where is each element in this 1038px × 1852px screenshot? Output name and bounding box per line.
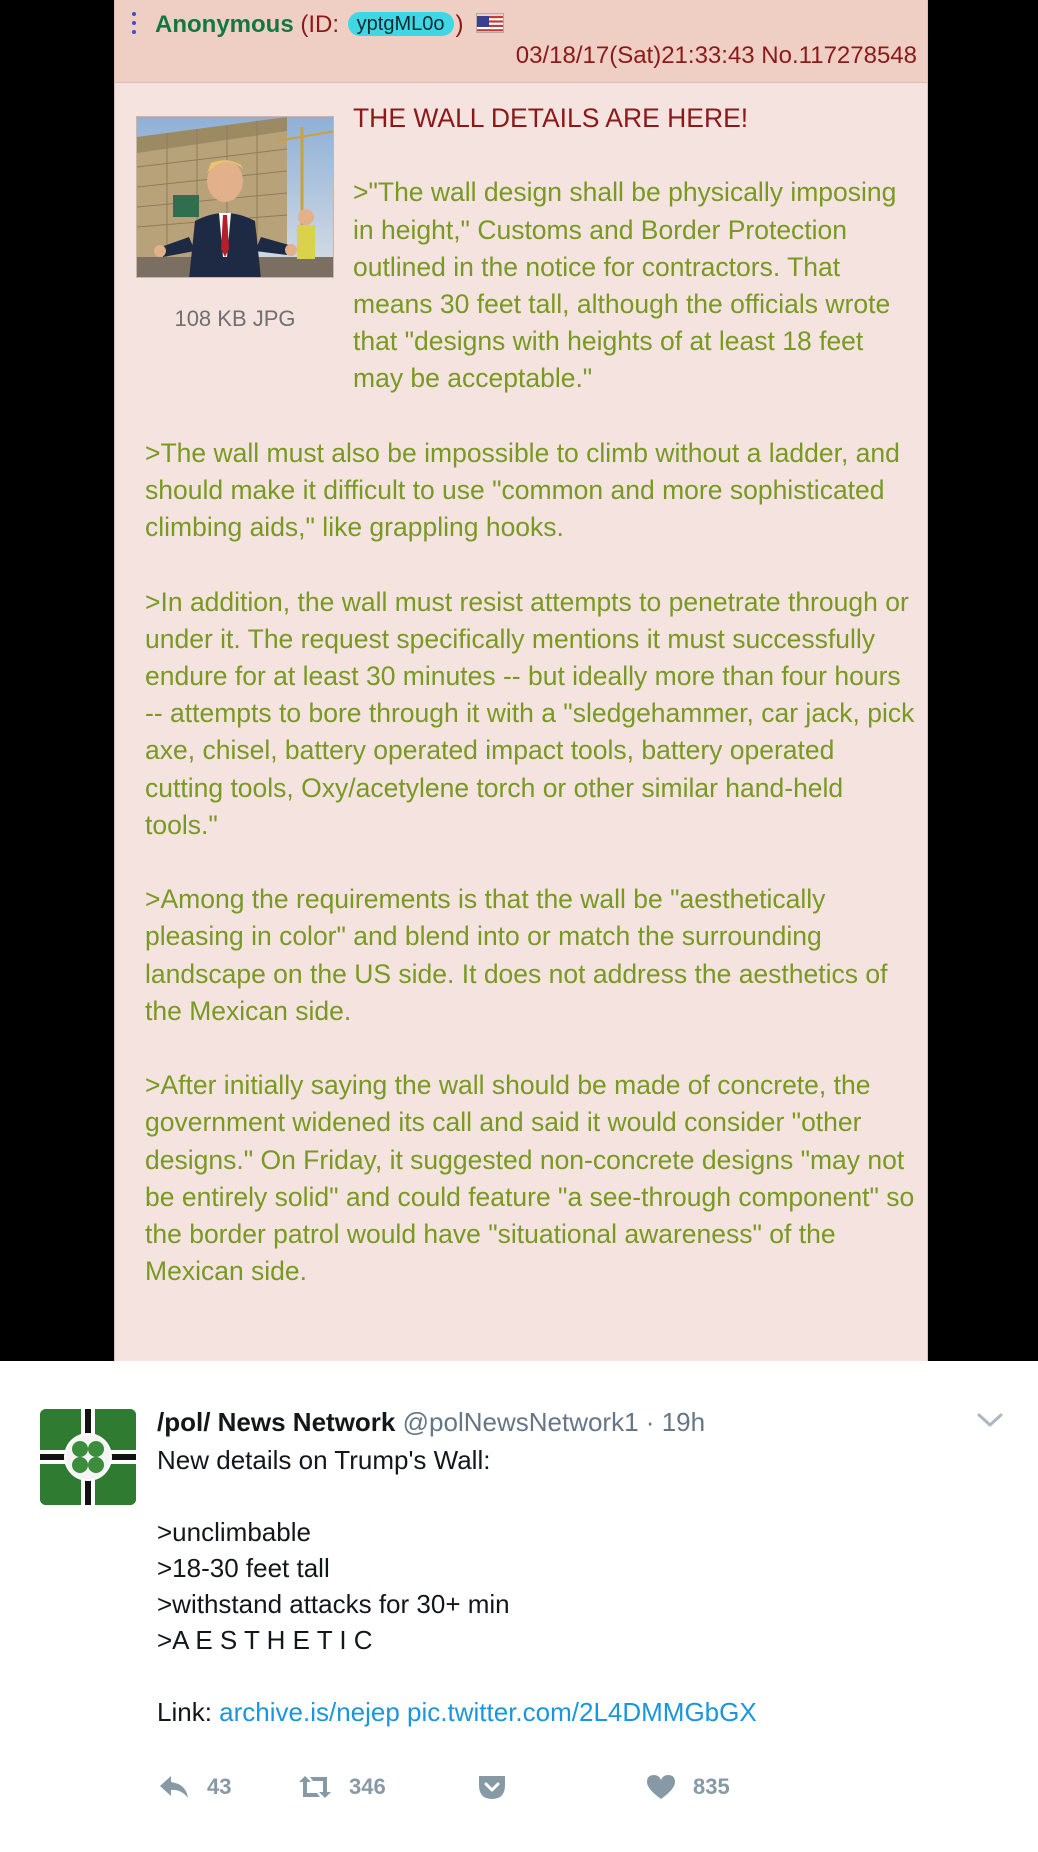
- chevron-down-icon[interactable]: [976, 1411, 1004, 1429]
- tweet-text-line: >unclimbable: [157, 1517, 311, 1547]
- greentext-paragraph: >"The wall design shall be physically imposing in height," Customs and Border Protection outlined in the notice for contractors. That means 30 feet tall, although the officials wrote that "designs with heights of at least 18 feet may be acceptable.": [353, 177, 897, 394]
- tweet-link-label: Link:: [157, 1697, 220, 1727]
- pocket-button[interactable]: [477, 1767, 507, 1807]
- greentext-paragraph: >The wall must also be impossible to climb without a ladder, and should make it difficult to use "common and more sophisticated climbing aids," like grappling hooks.: [145, 437, 900, 543]
- tweet-author-handle[interactable]: @polNewsNetwork1: [402, 1407, 639, 1437]
- tweet-text-line: >A E S T H E T I C: [157, 1625, 373, 1655]
- reply-count: 43: [207, 1774, 232, 1799]
- post-container: [114, 0, 928, 1361]
- greentext-paragraph: >After initially saying the wall should be made of concrete, the government widened its call and said it would consider "other designs." On Friday, it suggested non-concrete designs "may not be entirely solid" and could feature "a see-through component" so the border patrol would have "situational awareness" of the Mexican side.: [145, 1070, 915, 1287]
- post-body: [145, 100, 915, 1290]
- reply-icon: [157, 1773, 191, 1801]
- archive-link[interactable]: archive.is/nejep: [219, 1697, 400, 1727]
- poster-info: [155, 10, 504, 40]
- post-header: [115, 0, 927, 83]
- like-button[interactable]: [645, 1767, 730, 1807]
- file-info: 108 KB JPG: [174, 306, 296, 331]
- poster-id-badge[interactable]: yptgML0o: [348, 12, 454, 36]
- tweet-text-line: >withstand attacks for 30+ min: [157, 1589, 510, 1619]
- pic-link[interactable]: pic.twitter.com/2L4DMMGbGX: [407, 1697, 757, 1727]
- tweet: [0, 1361, 1038, 1852]
- retweet-button[interactable]: [297, 1767, 386, 1807]
- poster-id-close: ): [455, 11, 464, 38]
- us-flag-icon: [476, 13, 504, 33]
- post-menu-icon[interactable]: [131, 12, 137, 36]
- reply-button[interactable]: [157, 1767, 231, 1807]
- poster-name: Anonymous: [155, 11, 294, 38]
- tweet-author-name[interactable]: /pol/ News Network: [157, 1407, 396, 1437]
- tweet-timestamp[interactable]: 19h: [661, 1407, 706, 1437]
- like-count: 835: [693, 1774, 730, 1799]
- tweet-actions: [157, 1767, 957, 1807]
- retweet-count: 346: [349, 1774, 386, 1799]
- tweet-text: [157, 1442, 997, 1730]
- retweet-icon: [297, 1773, 333, 1801]
- poster-id-label: (ID:: [300, 11, 346, 38]
- tweet-header: [157, 1405, 705, 1439]
- greentext-paragraph: >In addition, the wall must resist attempts to penetrate through or under it. The request specifically mentions it must successfully endure for at least 30 minutes -- but ideally more than four hours -- attempts to bore through it with a "sledgehammer, car jack, pick axe, chisel, battery operated impact tools, battery operated cutting tools, Oxy/acetylene torch or other similar hand-held tools.": [145, 586, 915, 840]
- avatar[interactable]: [40, 1409, 136, 1505]
- tweet-link-line: [157, 1694, 997, 1730]
- pocket-icon: [477, 1773, 507, 1801]
- post-subject: THE WALL DETAILS ARE HERE!: [353, 103, 749, 133]
- tweet-text-line: >18-30 feet tall: [157, 1553, 330, 1583]
- greentext-paragraph: >Among the requirements is that the wall be "aesthetically pleasing in color" and blend into or match the surrounding landscape on the US side. It does not address the aesthetics of the Mexican side.: [145, 884, 888, 1026]
- tweet-text-line: New details on Trump's Wall:: [157, 1445, 491, 1475]
- post-date-number[interactable]: 03/18/17(Sat)21:33:43 No.117278548: [515, 42, 917, 69]
- heart-icon: [645, 1773, 677, 1801]
- tweet-separator: ·: [645, 1407, 655, 1437]
